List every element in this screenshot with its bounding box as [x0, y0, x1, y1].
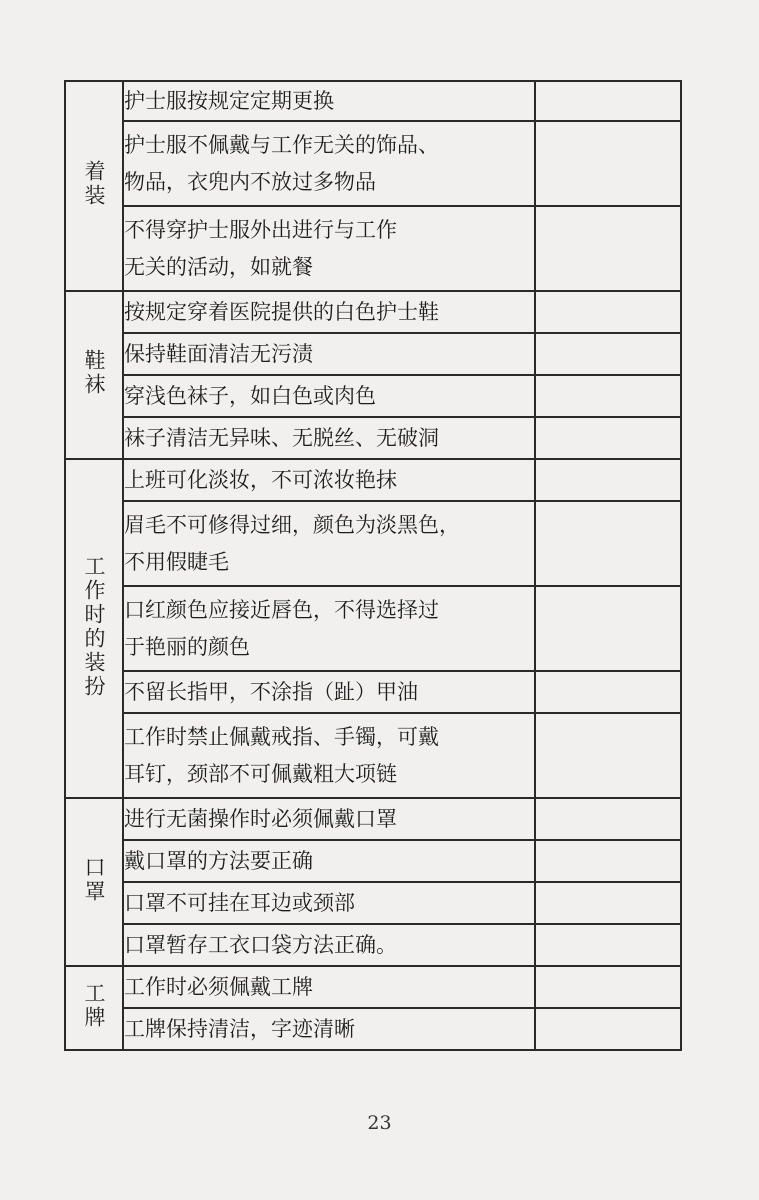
item-cell — [123, 586, 535, 671]
item-text-line: 不用假睫毛 — [124, 549, 229, 574]
check-cell[interactable] — [535, 121, 681, 206]
check-cell[interactable] — [535, 840, 681, 882]
item-cell — [123, 206, 535, 291]
table-row — [65, 333, 681, 375]
table-row — [65, 375, 681, 417]
check-cell[interactable] — [535, 1008, 681, 1050]
item-cell — [123, 121, 535, 206]
table-row — [65, 966, 681, 1008]
item-text-line: 护士服不佩戴与工作无关的饰品、 — [124, 132, 439, 157]
item-cell — [123, 81, 535, 121]
table-row — [65, 291, 681, 333]
table-row — [65, 798, 681, 840]
check-cell[interactable] — [535, 798, 681, 840]
item-text-line: 无关的活动，如就餐 — [124, 254, 313, 279]
table-row — [65, 924, 681, 966]
item-text-line: 不留长指甲，不涂指（趾）甲油 — [124, 679, 418, 704]
item-text-line: 口罩不可挂在耳边或颈部 — [124, 890, 355, 915]
check-cell[interactable] — [535, 81, 681, 121]
item-text-line: 口罩暂存工衣口袋方法正确。 — [124, 932, 397, 957]
table-row — [65, 840, 681, 882]
check-cell[interactable] — [535, 966, 681, 1008]
item-cell — [123, 375, 535, 417]
table-row — [65, 586, 681, 671]
item-cell — [123, 671, 535, 713]
item-cell — [123, 882, 535, 924]
item-text-line: 穿浅色袜子，如白色或肉色 — [124, 383, 376, 408]
category-cell — [65, 966, 123, 1050]
item-cell — [123, 713, 535, 798]
table-row — [65, 671, 681, 713]
item-cell — [123, 291, 535, 333]
table-row — [65, 206, 681, 291]
check-cell[interactable] — [535, 375, 681, 417]
check-cell[interactable] — [535, 882, 681, 924]
check-cell[interactable] — [535, 924, 681, 966]
item-text-line: 耳钉，颈部不可佩戴粗大项链 — [124, 761, 397, 786]
item-cell — [123, 501, 535, 586]
check-cell[interactable] — [535, 291, 681, 333]
table-row — [65, 713, 681, 798]
item-text-line: 袜子清洁无异味、无脱丝、无破洞 — [124, 425, 439, 450]
checklist-table — [64, 80, 682, 1051]
category-cell — [65, 291, 123, 459]
item-text-line: 护士服按规定定期更换 — [124, 88, 334, 113]
table-row — [65, 121, 681, 206]
check-cell[interactable] — [535, 713, 681, 798]
check-cell[interactable] — [535, 501, 681, 586]
category-cell — [65, 459, 123, 798]
check-cell[interactable] — [535, 586, 681, 671]
category-cell — [65, 798, 123, 966]
item-cell — [123, 333, 535, 375]
table-row — [65, 501, 681, 586]
item-text-line: 眉毛不可修得过细，颜色为淡黑色， — [124, 512, 460, 537]
item-text-line: 上班可化淡妆，不可浓妆艳抹 — [124, 467, 397, 492]
page-number: 23 — [367, 1112, 392, 1134]
item-text-line: 不得穿护士服外出进行与工作 — [124, 217, 397, 242]
item-text-line: 物品，衣兜内不放过多物品 — [124, 169, 376, 194]
item-text-line: 于艳丽的颜色 — [124, 634, 250, 659]
table-row — [65, 459, 681, 501]
item-cell — [123, 459, 535, 501]
table-row — [65, 417, 681, 459]
check-cell[interactable] — [535, 417, 681, 459]
item-text-line: 进行无菌操作时必须佩戴口罩 — [124, 806, 397, 831]
category-label: 鞋袜 — [82, 349, 106, 397]
check-cell[interactable] — [535, 206, 681, 291]
table-row — [65, 882, 681, 924]
item-text-line: 按规定穿着医院提供的白色护士鞋 — [124, 299, 439, 324]
item-cell — [123, 798, 535, 840]
item-text-line: 保持鞋面清洁无污渍 — [124, 341, 313, 366]
table-row — [65, 1008, 681, 1050]
item-cell — [123, 840, 535, 882]
check-cell[interactable] — [535, 459, 681, 501]
item-text-line: 口红颜色应接近唇色，不得选择过 — [124, 597, 439, 622]
category-cell — [65, 81, 123, 291]
item-text-line: 工作时禁止佩戴戒指、手镯，可戴 — [124, 724, 439, 749]
check-cell[interactable] — [535, 333, 681, 375]
category-label: 工牌 — [82, 982, 106, 1030]
category-label: 着装 — [82, 160, 106, 208]
item-text-line: 戴口罩的方法要正确 — [124, 848, 313, 873]
item-cell — [123, 924, 535, 966]
table-row — [65, 81, 681, 121]
item-cell — [123, 417, 535, 459]
item-text-line: 工作时必须佩戴工牌 — [124, 974, 313, 999]
category-label: 口罩 — [82, 856, 106, 904]
item-cell — [123, 1008, 535, 1050]
category-label: 工作时的装扮 — [82, 554, 106, 699]
check-cell[interactable] — [535, 671, 681, 713]
item-cell — [123, 966, 535, 1008]
item-text-line: 工牌保持清洁，字迹清晰 — [124, 1016, 355, 1041]
